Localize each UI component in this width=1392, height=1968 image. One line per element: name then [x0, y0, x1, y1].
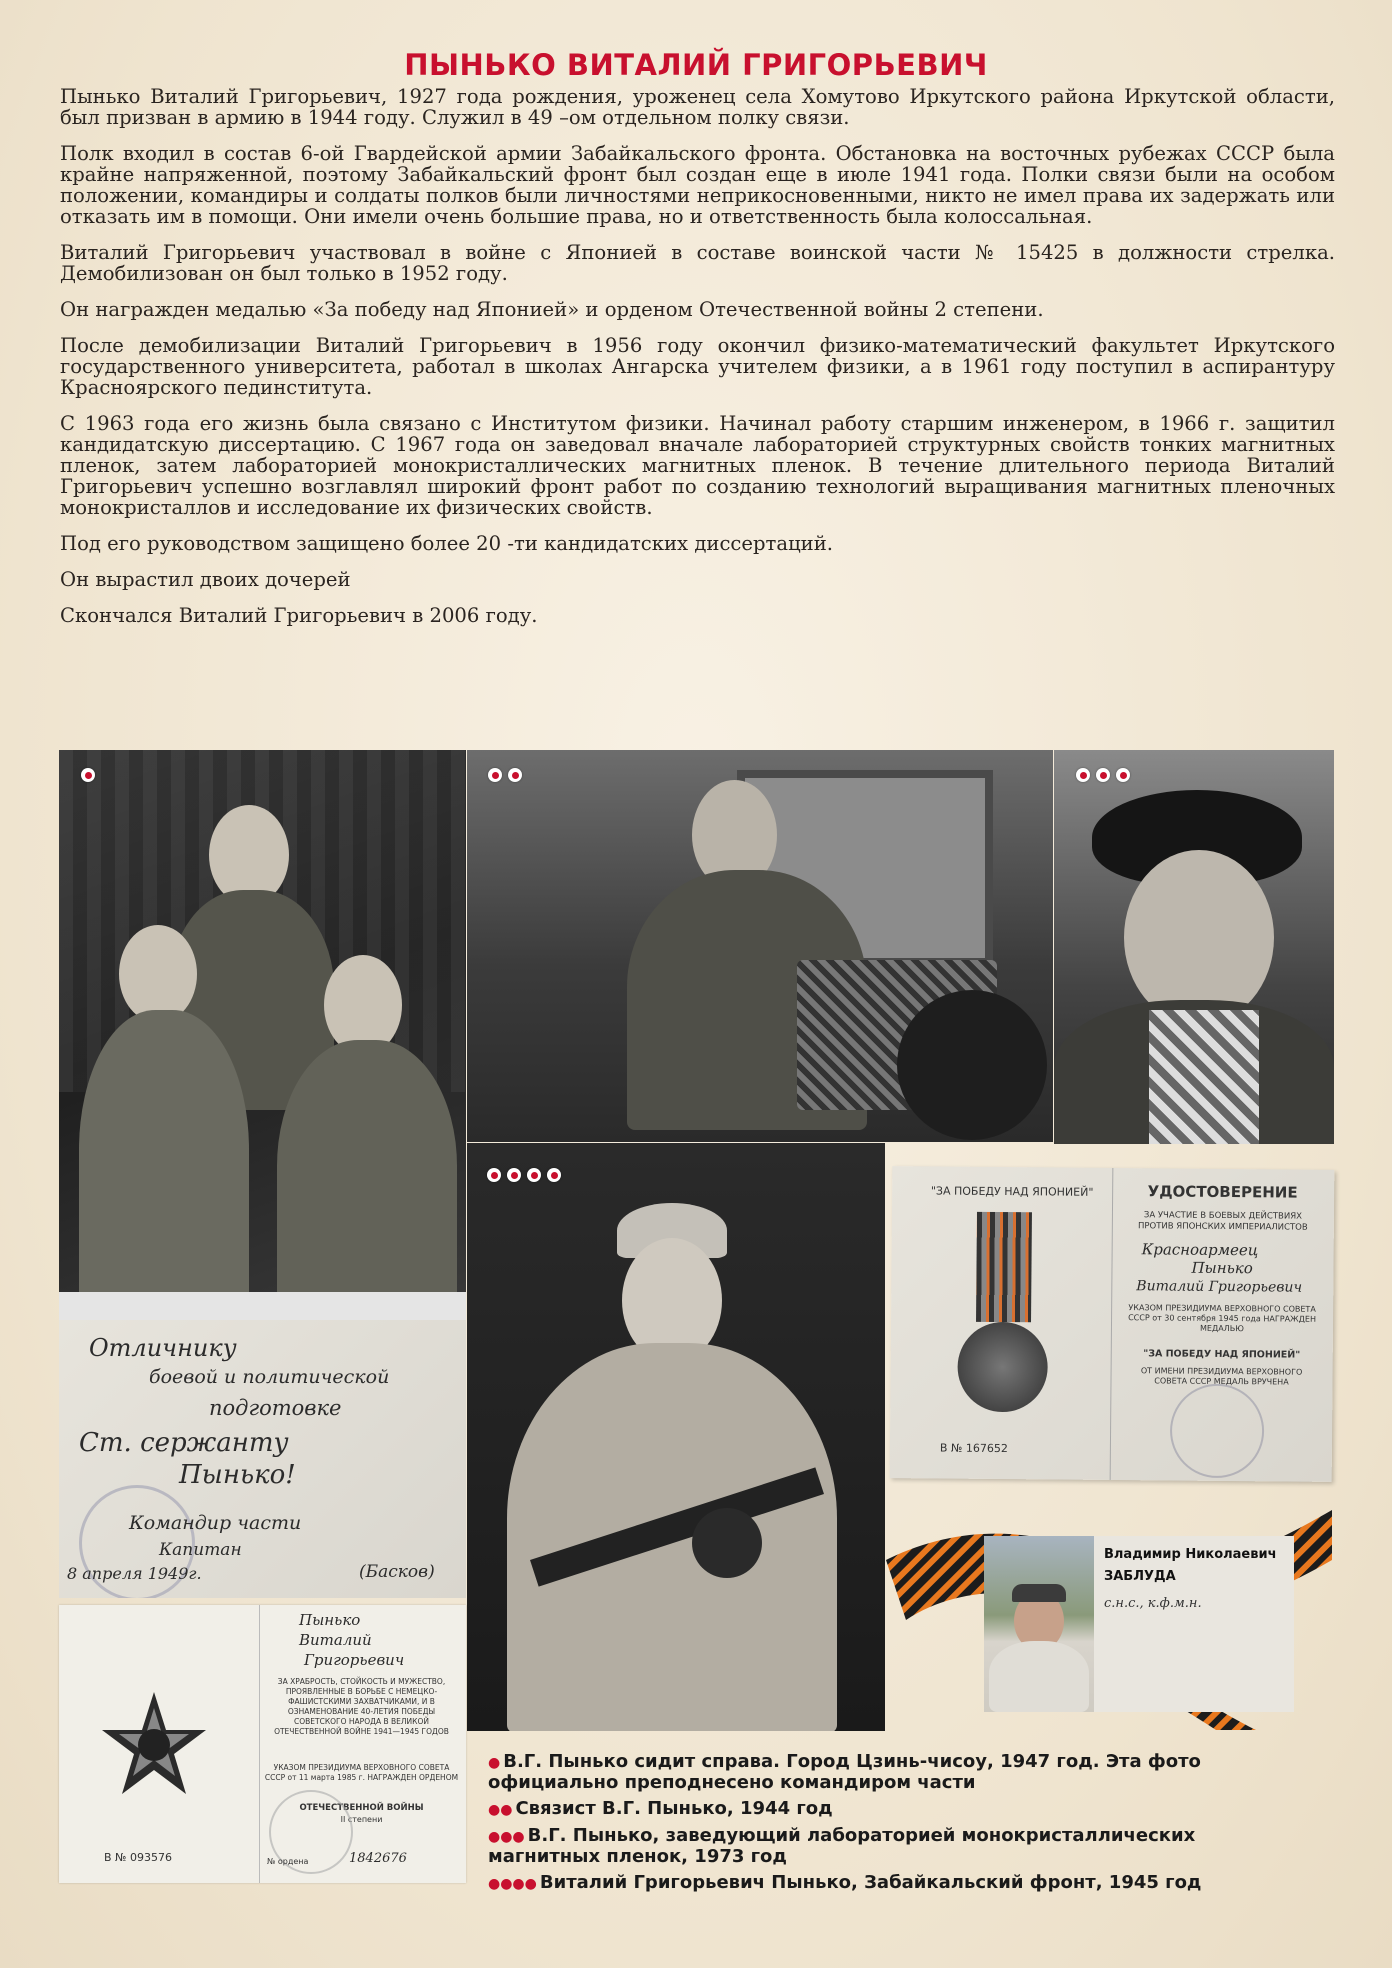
author-photo: [984, 1536, 1094, 1712]
order-star-icon: [99, 1690, 209, 1800]
bio-paragraph: После демобилизации Виталий Григорьевич в 1956 году окончил физико-математический факультет Иркутского государственного университета, работал в школах Ангарска учителем физики, а в 1961 году поступил в аспирантуру Красноярского пединститута.: [60, 334, 1335, 399]
photo-inscription: [59, 1320, 466, 1598]
order-text: ЗА ХРАБРОСТЬ, СТОЙКОСТЬ И МУЖЕСТВО, ПРОЯВЛЕННЫЕ В БОРЬБЕ С НЕМЕЦКО-ФАШИСТСКИМИ ЗАХВАТЧИКАМИ, И В ОЗНАМЕНОВАНИЕ 40-ЛЕТИЯ ПОБЕДЫ СОВЕТСКОГО НАРОДА В ВЕЛИКОЙ ОТЕЧЕСТВЕННОЙ ВОЙНЕ 1941—1945 ГОДОВ: [274, 1677, 449, 1736]
certificate-name: Виталий Григорьевич: [1136, 1278, 1303, 1296]
author-card: [984, 1536, 1294, 1712]
bio-paragraph: Он награжден медалью «За победу над Японией» и орденом Отечественной войны 2 степени.: [60, 298, 1044, 321]
marker-dot: [547, 1168, 561, 1182]
medal-certificate: [890, 1166, 1335, 1482]
caption-dots: ●●●: [488, 1829, 525, 1845]
inscription-line: Пынько!: [179, 1460, 296, 1490]
inscription-date: 8 апреля 1949г.: [67, 1564, 202, 1583]
caption-dots: ●●: [488, 1802, 513, 1818]
marker-dot: [1076, 768, 1090, 782]
caption-text: В.Г. Пынько, заведующий лабораторией монокристаллических магнитных пленок, 1973 год: [488, 1825, 1196, 1867]
inscription-line: подготовке: [209, 1396, 342, 1420]
caption-item: [488, 1873, 1288, 1894]
marker-dot: [1116, 768, 1130, 782]
certificate-title: УДОСТОВЕРЕНИЕ: [1147, 1182, 1298, 1202]
marker-dot: [488, 768, 502, 782]
certificate-text: ЗА УЧАСТИЕ В БОЕВЫХ ДЕЙСТВИЯХ ПРОТИВ ЯПОНСКИХ ИМПЕРИАЛИСТОВ: [1137, 1210, 1308, 1233]
order-surname: Пынько: [299, 1611, 361, 1629]
marker-dot: [507, 1168, 521, 1182]
order-certificate: [59, 1605, 466, 1883]
inscription-line: Капитан: [159, 1540, 242, 1560]
certificate-text: ОТ ИМЕНИ ПРЕЗИДИУМА ВЕРХОВНОГО СОВЕТА СССР МЕДАЛЬ ВРУЧЕНА: [1140, 1366, 1303, 1387]
biography-text: [60, 86, 1335, 641]
photo-soldier-with-gun: [467, 1143, 885, 1731]
inscription-line: Ст. сержанту: [79, 1428, 289, 1458]
order-title: ОТЕЧЕСТВЕННОЙ ВОЙНЫ: [299, 1803, 424, 1813]
certificate-decree: УКАЗОМ ПРЕЗИДИУМА ВЕРХОВНОГО СОВЕТА СССР от 30 сентября 1945 года НАГРАЖДЕН МЕДАЛЬЮ: [1128, 1303, 1317, 1334]
photo-signalman: [467, 750, 1053, 1142]
bio-paragraph: Под его руководством защищено более 20 -ти кандидатских диссертаций.: [60, 532, 834, 555]
photo-marker-4: [487, 1168, 561, 1182]
bio-paragraph: С 1963 года его жизнь была связано с Институтом физики. Начинал работу старшим инженером, в 1966 г. защитил кандидатскую диссертацию. С 1967 года он заведовал вначале лабораторией структурных свойств тонких магнитных пленок, затем лабораторией монокристаллических магнитных пленок. В течение длительного периода Виталий Григорьевич успешно возглавлял широкий фронт работ по созданию технологий выращивания магнитных пленочных монокристаллов и исследование их физических свойств.: [60, 412, 1335, 519]
photo-three-soldiers: [59, 750, 466, 1320]
photo-marker-3: [1076, 768, 1130, 782]
certificate-surname: Пынько: [1191, 1258, 1253, 1278]
caption-item: [488, 1799, 1288, 1820]
order-number-label: № ордена: [267, 1857, 309, 1866]
photo-marker-2: [488, 768, 522, 782]
caption-text: Виталий Григорьевич Пынько, Забайкальский фронт, 1945 год: [539, 1872, 1202, 1893]
marker-dot: [527, 1168, 541, 1182]
page-title: ПЫНЬКО ВИТАЛИЙ ГРИГОРЬЕВИЧ: [404, 48, 988, 82]
marker-dot: [508, 768, 522, 782]
author-degree: с.н.с., к.ф.м.н.: [1104, 1596, 1202, 1611]
caption-text: В.Г. Пынько сидит справа. Город Цзинь-чисоу, 1947 год. Эта фото официально преподнесено командиром части: [488, 1751, 1201, 1793]
certificate-header: "ЗА ПОБЕДУ НАД ЯПОНИЕЙ": [930, 1184, 1094, 1199]
caption-text: Связист В.Г. Пынько, 1944 год: [515, 1798, 833, 1819]
inscription-line: Отличнику: [89, 1334, 237, 1362]
order-number: 1842676: [349, 1851, 407, 1866]
order-name: Виталий: [299, 1631, 372, 1649]
author-name-first: Владимир Николаевич: [1104, 1547, 1277, 1562]
marker-dot: [81, 768, 95, 782]
caption-dots: ●●●●: [488, 1876, 537, 1892]
order-degree: II степени: [340, 1815, 383, 1824]
marker-dot: [1096, 768, 1110, 782]
bio-paragraph: Он вырастил двоих дочерей: [60, 568, 351, 591]
marker-dot: [487, 1168, 501, 1182]
certificate-number: В № 093576: [104, 1851, 172, 1864]
photo-captions: [488, 1752, 1288, 1900]
bio-paragraph: Полк входил в состав 6-ой Гвардейской армии Забайкальского фронта. Обстановка на восточных рубежах СССР была крайне напряженной, поэтому Забайкальский фронт был создан еще в июле 1941 года. Полки связи были на особом положении, командиры и солдаты полков были личностями неприкосновенными, никто не имел права их задержать или отказать им в помощи. Они имели очень большие права, но и ответственность была колоссальная.: [60, 142, 1335, 228]
order-patronymic: Григорьевич: [304, 1651, 405, 1669]
inscription-line: Командир части: [129, 1512, 302, 1534]
inscription-line: (Басков): [359, 1562, 435, 1582]
author-surname: ЗАБЛУДА: [1104, 1569, 1176, 1584]
bio-paragraph: Пынько Виталий Григорьевич, 1927 года рождения, уроженец села Хомутово Иркутского района Иркутской области, был призван в армию в 1944 году. Служил в 49 –ом отдельном полку связи.: [60, 85, 1335, 129]
inscription-line: боевой и политической: [149, 1366, 390, 1388]
certificate-number: В № 167652: [939, 1441, 1008, 1456]
photo-man-in-beret: [1054, 750, 1334, 1144]
order-decree: УКАЗОМ ПРЕЗИДИУМА ВЕРХОВНОГО СОВЕТА СССР от 11 марта 1985 г. НАГРАЖДЕН ОРДЕНОМ: [264, 1763, 459, 1782]
caption-dots: ●: [488, 1755, 501, 1771]
bio-paragraph: Скончался Виталий Григорьевич в 2006 году.: [60, 604, 538, 627]
bio-paragraph: Виталий Григорьевич участвовал в войне с Японией в составе воинской части № 15425 в должности стрелка. Демобилизован он был только в 1952 году.: [60, 241, 1335, 285]
certificate-medal-name: "ЗА ПОБЕДУ НАД ЯПОНИЕЙ": [1143, 1348, 1301, 1361]
certificate-rank: Красноармеец: [1141, 1240, 1259, 1260]
caption-item: [488, 1752, 1288, 1793]
caption-item: [488, 1826, 1288, 1867]
photo-marker-1: [81, 768, 95, 782]
